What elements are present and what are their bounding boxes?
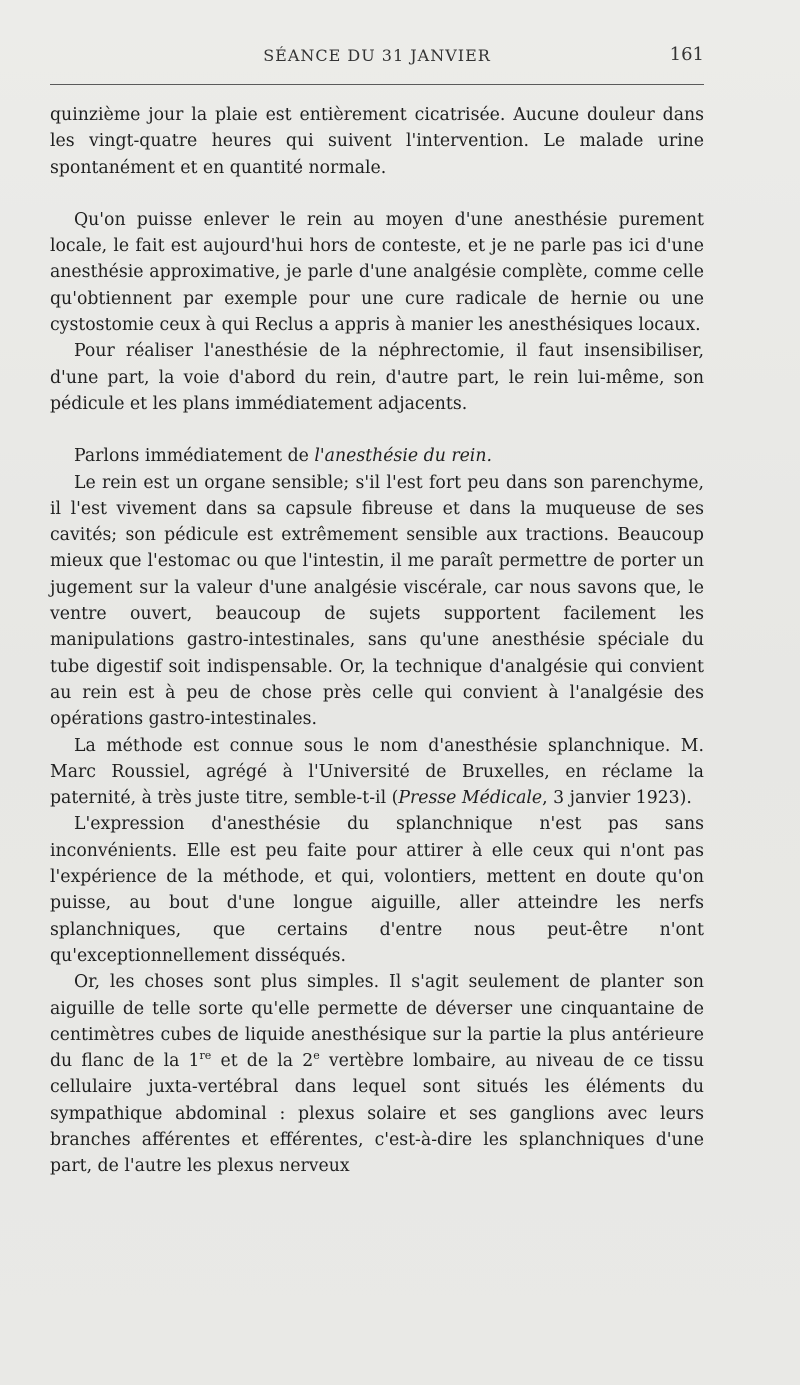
paragraph-1: quinzième jour la plaie est entièrement cicatrisée. Aucune douleur dans les vingt-quatre heures qui suivent l'intervention. Le malade urine spontanément et en quantité normale. [50, 105, 704, 178]
paragraph-7: L'expression d'anesthésie du splanchnique n'est pas sans inconvénients. Elle est peu faite pour attirer à elle ceux qui n'ont pas l'expérience de la méthode, et qui, volontiers, mettent en doute qu'on puisse, au bout d'une longue aiguille, aller atteindre les nerfs splanchniques, que certains d'entre nous peut-être n'ont qu'exceptionnellement disséqués. [50, 814, 704, 966]
journal-citation: Presse Médicale [398, 788, 543, 809]
superscript-1: re [199, 1049, 212, 1063]
paragraph-6-tail: , 3 janvier 1923). [542, 788, 692, 809]
page-header [50, 46, 704, 76]
paragraph-6 [50, 733, 704, 812]
paragraph-4 [50, 443, 704, 469]
running-title: SÉANCE DU 31 JANVIER [263, 46, 491, 65]
paragraph-4-italic: l'anesthésie du rein. [314, 446, 492, 467]
paragraph-5: Le rein est un organe sensible; s'il l'est fort peu dans son parenchyme, il l'est vivement dans sa capsule fibreuse et dans la muqueuse de ses cavités; son pédicule est extrêmement sensible aux tractions. Beaucoup mieux que l'estomac ou que l'intestin, il me paraît permettre de porter un jugement sur la valeur d'une analgésie viscérale, car nous savons que, le ventre ouvert, beaucoup de sujets supportent facilement les manipulations gastro-intestinales, sans qu'une anesthésie spéciale du tube digestif soit indispensable. Or, la technique d'analgésie qui convient au rein est à peu de chose près celle qui convient à l'analgésie des opérations gastro-intestinales. [50, 472, 704, 730]
paragraph-3: Pour réaliser l'anesthésie de la néphrectomie, il faut insensibiliser, d'une part, la voie d'abord du rein, d'autre part, le rein lui-même, son pédicule et les plans immédiatement adjacents. [50, 341, 704, 414]
body-text [50, 102, 704, 1180]
paragraph-8-tail: vertèbre lombaire, au niveau de ce tissu cellulaire juxta-vertébral dans lequel sont situés les éléments du sympathique abdominal : plexus solaire et ses ganglions avec leurs branches afférentes et efférentes, c'est-à-dire les splanchniques d'une part, de l'autre les plexus nerveux [50, 1051, 704, 1177]
paragraph-8-lead: Or, les choses sont plus simples. Il s'agit seulement de planter son aiguille de telle sorte qu'elle permette de déverser une cinquantaine de centimètres cubes de liquide anesthésique sur la partie la plus antérieure du flanc de la 1 [50, 972, 704, 1072]
paragraph-8-mid: et de la 2 [211, 1051, 314, 1072]
page-number: 161 [669, 44, 704, 65]
paragraph-6-lead: La méthode est connue sous le nom d'anesthésie splanchnique. M. Marc Roussiel, agrégé à l'Université de Bruxelles, en réclame la paternité, à très juste titre, semble-t-il ( [50, 735, 704, 809]
paragraph-2: Qu'on puisse enlever le rein au moyen d'une anesthésie purement locale, le fait est aujourd'hui hors de conteste, et je ne parle pas ici d'une anesthésie approximative, je parle d'une analgésie complète, comme celle qu'obtiennent par exemple pour une cure radicale de hernie ou une cystostomie ceux à qui Reclus a appris à manier les anesthésiques locaux. [50, 209, 704, 336]
paragraph-4-lead: Parlons immédiatement de [74, 446, 315, 467]
header-rule [50, 84, 704, 85]
paragraph-8 [50, 969, 704, 1179]
superscript-2: e [313, 1049, 320, 1063]
